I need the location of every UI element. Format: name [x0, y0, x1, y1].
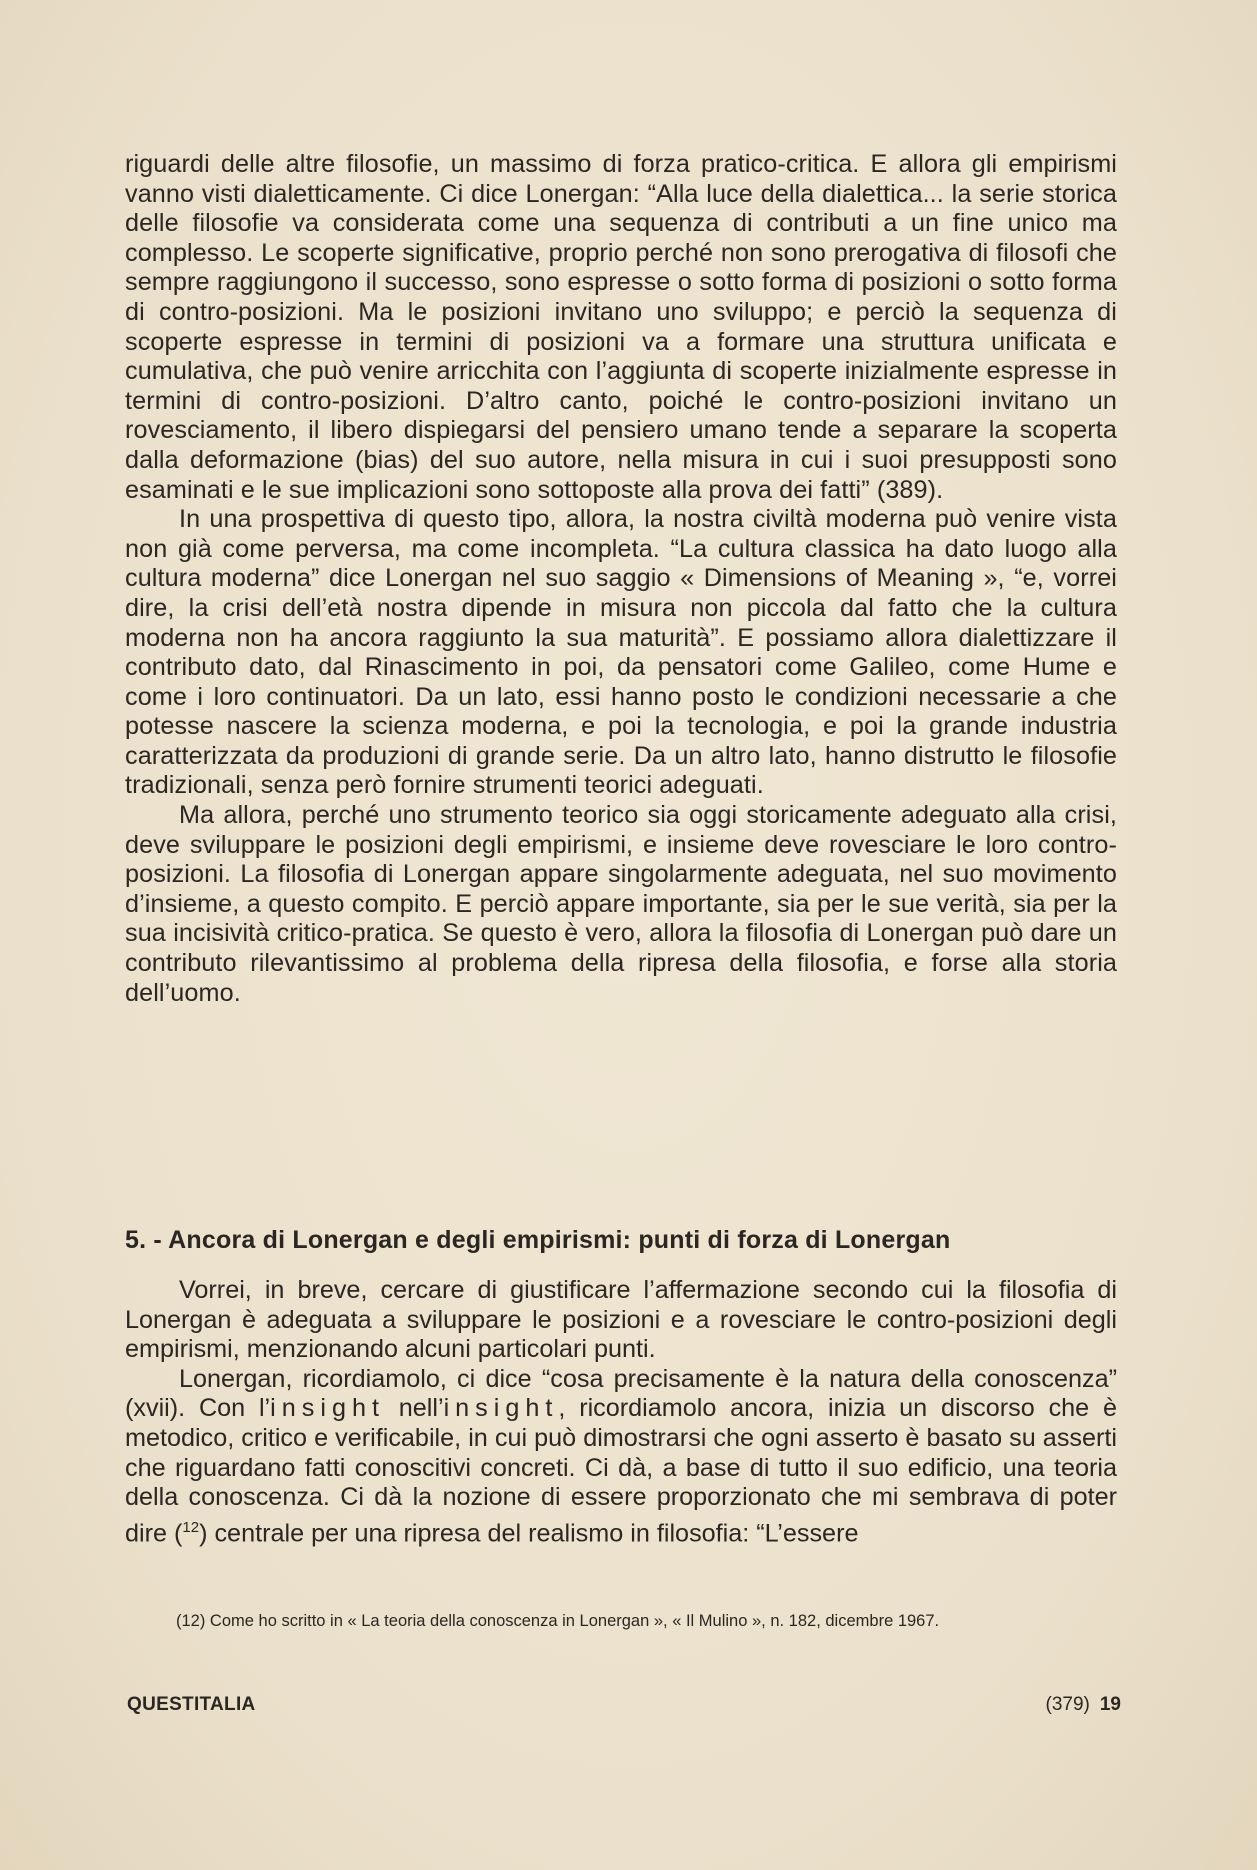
text-run: Lonergan, ricordiamolo, ci dice “cosa precisamente è la natura della conoscenza” (xvii). Con l’ — [125, 1364, 1117, 1423]
paragraph: Ma allora, perché uno strumento teorico sia oggi storicamente adeguato alla crisi, deve sviluppare le posizioni degli empirismi, e insieme deve rovesciare le loro contro-posizioni. La filosofia di Lonergan appare singolarmente adeguata, nel suo movimento d’insieme, a questo compito. E perciò appare importante, sia per le sue verità, sia per la sua incisività critico-pratica. Se questo è vero, allora la filosofia di Lonergan può dare un contributo rilevantissimo al problema della ripresa della filosofia, e forse alla storia dell’uomo. — [125, 801, 1117, 1007]
text-run: ) centrale per una ripresa del realismo in filosofia: “L’essere — [199, 1519, 859, 1548]
text-run: , ricordiamolo ancora, inizia un discorso che è metodico, critico e verificabile, in cui può dimostrarsi che ogni asserto è basato su asserti che riguardano fatti conoscitivi concreti. Ci dà, a base di tutto il suo edificio, una teoria della conoscenza. Ci dà la nozione di essere proporzionato che mi sembrava di poter dire ( — [125, 1394, 1117, 1548]
body-text — [125, 150, 1117, 1008]
section-body — [125, 1276, 1117, 1549]
footnote-ref: 12 — [182, 1518, 200, 1536]
footnote-marker: (12) — [176, 1612, 206, 1630]
journal-name: QUESTITALIA — [127, 1694, 256, 1715]
paragraph: riguardi delle altre filosofie, un massimo di forza pratico-critica. E allora gli empirismi vanno visti dialetticamente. Ci dice Lonergan: “Alla luce della dialettica... la serie storica delle filosofie va considerata come una sequenza di contributi a un fine unico ma complesso. Le scoperte significative, proprio perché non sono prerogativa di filosofi che sempre raggiungono il successo, sono espresse o sotto forma di posizioni o sotto forma di contro-posizioni. Ma le posizioni invitano uno sviluppo; e perciò la sequenza di scoperte espresse in termini di posizioni va a formare una struttura unificata e cumulativa, che può venire arricchita con l’aggiunta di scoperte inizialmente espresse in termini di contro-posizioni. D’altro canto, poiché le contro-posizioni invitano un rovesciamento, il libero dispiegarsi del pensiero umano tende a separare la scoperta dalla deformazione (bias) del suo autore, nella misura in cui i suoi presupposti sono esaminati e le sue implicazioni sono sottoposte alla prova dei fatti” (389). — [125, 150, 1117, 504]
page-number: 19 — [1099, 1694, 1121, 1715]
footnote — [125, 1612, 1117, 1631]
paragraph — [125, 1365, 1117, 1549]
page-footer-number — [1046, 1694, 1122, 1716]
spaced-term: insight — [443, 1394, 559, 1423]
section-heading: 5. - Ancora di Lonergan e degli empirismi: punti di forza di Lonergan — [125, 1226, 951, 1254]
paragraph: In una prospettiva di questo tipo, allora, la nostra civiltà moderna può venire vista non già come perversa, ma come incompleta. “La cultura classica ha dato luogo alla cultura moderna” dice Lonergan nel suo saggio « Dimensions of Meaning », “e, vorrei dire, la crisi dell’età nostra dipende in misura non piccola dal fatto che la cultura moderna non ha ancora raggiunto la sua maturità”. E possiamo allora dialettizzare il contributo dato, dal Rinascimento in poi, da pensatori come Galileo, come Hume e come i loro continuatori. Da un lato, essi hanno posto le condizioni necessarie a che potesse nascere la scienza moderna, e poi la tecnologia, e poi la grande industria caratterizzata da produzioni di grande serie. Da un altro lato, hanno distrutto le filosofie tradizionali, senza però fornire strumenti teorici adeguati. — [125, 505, 1117, 800]
text-run: nell’ — [384, 1394, 444, 1423]
footnote-text: Come ho scritto in « La teoria della conoscenza in Lonergan », « Il Mulino », n. 182, dicembre 1967. — [205, 1612, 940, 1630]
paragraph: Vorrei, in breve, cercare di giustificare l’affermazione secondo cui la filosofia di Lonergan è adeguata a sviluppare le posizioni e a rovesciare le contro-posizioni degli empirismi, menzionando alcuni particolari punti. — [125, 1276, 1117, 1364]
issue-page: (379) — [1045, 1694, 1090, 1715]
spaced-term: insight — [270, 1394, 385, 1423]
